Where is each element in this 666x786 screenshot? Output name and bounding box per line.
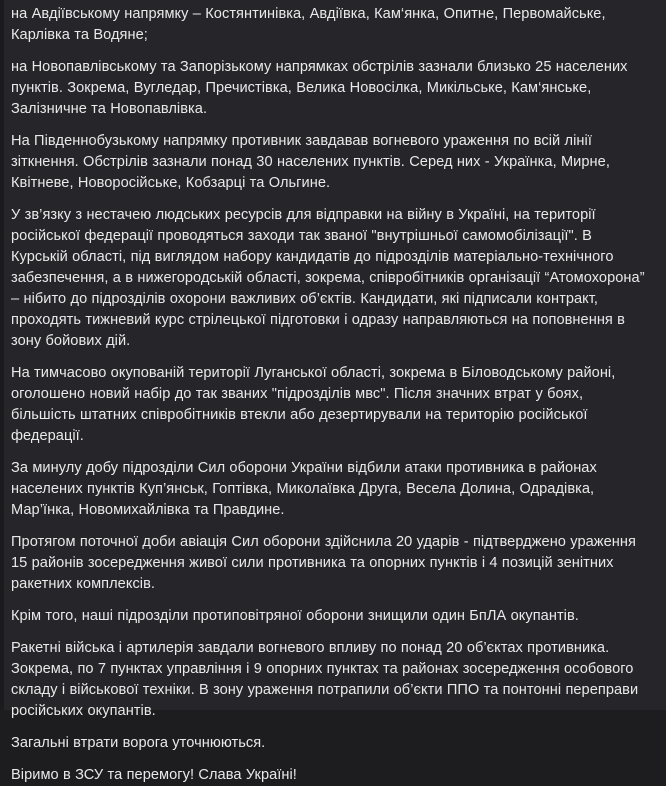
paragraph-air-defence-uav: Крім того, наші підрозділи протиповітряної оборони знищили один БпЛА окупантів. [11,608,579,624]
paragraph-pivdennyi-buh-direction: На Південнобузькому напрямку противник завдавав вогневого ураження по всій лінії зіткнення. Обстрілів зазнали понад 30 населених пунктів. Серед них - Українка, Мирне, Квітневе, Новоросійське, Кобзарці та Ольгине. [11,133,610,191]
paragraph-total-losses: Загальні втрати ворога уточнюються. [11,735,266,751]
paragraph-novopavlivka-zaporizhzhia-direction: на Новопавлівському та Запорізькому напрямках обстрілів зазнали близько 25 населених пунктів. Зокрема, Вугледар, Пречистівка, Велика Новосілка, Микільське, Кам‘янське, Залізничне та Новопавлівка. [11,59,628,117]
paragraph-internal-self-mobilization: У зв’язку з нестачею людських ресурсів для відправки на війну в Україні, на території російської федерації проводяться заходи так званої "внутрішньої самомобілізації". В Курській області, під виглядом набору кандидатів до підрозділів матеріально-технічного забезпечення, а в нижегородській області, зокрема, співробітників організації “Атомохорона” – нібито до підрозділів охорони важливих об’єктів. Кандидати, які підписали контракт, проходять тижневий курс стрілецької підготовки і одразу направляються на поповнення в зону бойових дій. [11,207,645,349]
paragraph-closing-slogan: Віримо в ЗСУ та перемогу! Слава Україні! [11,767,297,783]
paragraph-avdiivka-direction: на Авдіївському напрямку – Костянтинівка, Авдіївка, Кам‘янка, Опитне, Первомайське, Карлівка та Водяне; [11,6,606,43]
paragraph-rocket-artillery: Ракетні війська і артилерія завдали вогневого впливу по понад 20 об’єктах противника. Зокрема, по 7 пунктах управління і 9 опорних пунктах та районах зосередження особового складу і військової техніки. В зону ураження потрапили об’єкти ППО та понтонні переправи російських окупантів. [11,640,639,719]
paragraph-repelled-attacks: За минулу добу підрозділи Сил оборони України відбили атаки противника в районах населених пунктів Куп’янськ, Гоптівка, Миколаївка Друга, Весела Долина, Одрадівка, Мар’їнка, Новомихайлівка та Правдине. [11,460,597,518]
paragraph-luhansk-mvs-recruitment: На тимчасово окупованій території Луганської області, зокрема в Біловодському районі, оголошено новий набір до так званих "підрозділів мвс". Після значних втрат у боях, більшість штатних співробітників втекли або дезертирували на територію російської федерації. [11,365,616,444]
message-text-body [11,4,652,786]
paragraph-aviation-strikes: Протягом поточної доби авіація Сил оборони здійснила 20 ударів - підтверджено ураження 15 районів зосередження живої сили противника та опорних пунктів і 4 позицій зенітних ракетних комплексів. [11,534,636,592]
